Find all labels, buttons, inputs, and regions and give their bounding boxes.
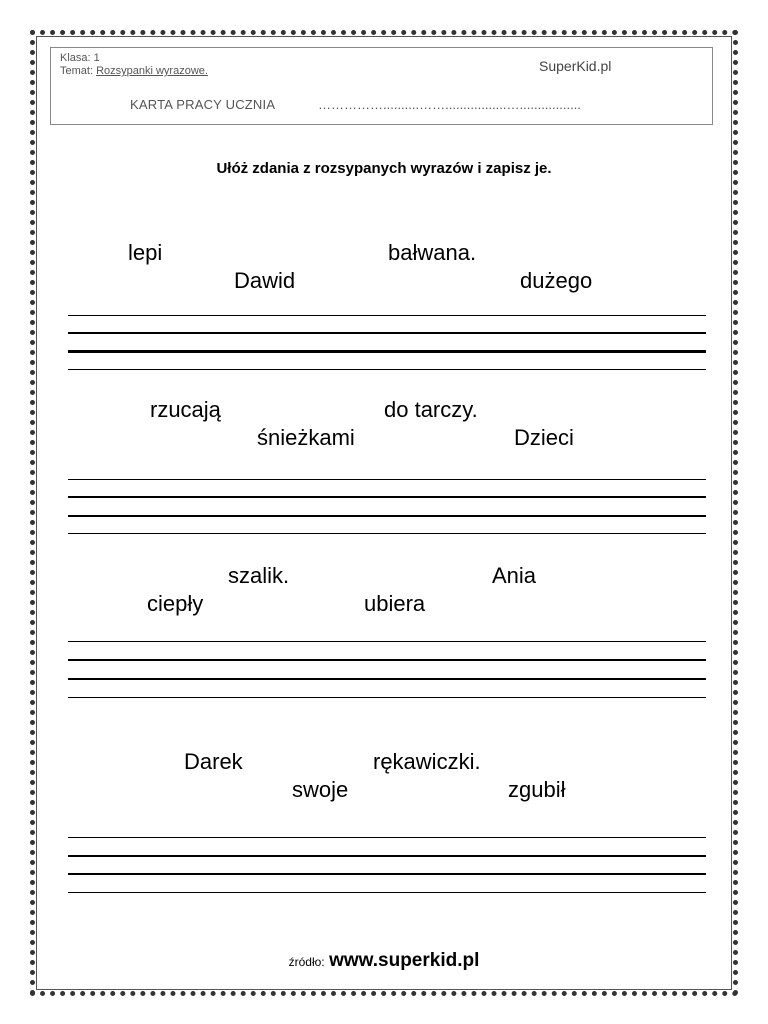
writing-line (68, 855, 706, 857)
writing-line (68, 678, 706, 680)
writing-line (68, 496, 706, 498)
exercise-1-word-3: Dawid (234, 268, 296, 293)
exercise-4-word-3: swoje (292, 777, 349, 802)
source-label: źródło: (288, 955, 325, 969)
class-label: Klasa: 1 (60, 52, 100, 64)
writing-line (68, 892, 706, 893)
writing-line (68, 350, 706, 353)
writing-line (68, 697, 706, 698)
exercise-1-word-2: bałwana. (388, 240, 477, 265)
writing-line (68, 515, 706, 517)
writing-line (68, 315, 706, 316)
source-url[interactable]: www.superkid.pl (329, 950, 480, 971)
brand-name: SuperKid.pl (539, 58, 612, 74)
topic-line (60, 65, 208, 77)
name-dotted-line: ……………..........…….................…................. (318, 97, 581, 112)
instruction: Ułóż zdania z rozsypanych wyrazów i zapisz je. (216, 160, 552, 177)
header-box (50, 47, 713, 125)
exercise-2-word-3: śnieżkami (257, 425, 355, 450)
exercise-4-word-2: rękawiczki. (373, 749, 481, 774)
worksheet-title: KARTA PRACY UCZNIA (130, 97, 276, 112)
exercise-4-word-4: zgubił (508, 777, 566, 802)
exercise-3-word-1: szalik. (228, 563, 290, 588)
writing-line (68, 659, 706, 661)
page-inner-border (36, 36, 732, 990)
exercise-2-word-1: rzucają (150, 397, 221, 422)
exercise-3-word-4: ubiera (364, 591, 426, 616)
exercise-2-word-4: Dzieci (514, 425, 574, 450)
exercise-3-word-3: ciepły (147, 591, 204, 616)
writing-line (68, 332, 706, 334)
topic-label: Temat: (60, 65, 94, 77)
writing-line (68, 873, 706, 875)
writing-line (68, 641, 706, 642)
topic-value: Rozsypanki wyrazowe. (96, 65, 208, 77)
exercise-2-word-2: do tarczy. (384, 397, 478, 422)
writing-line (68, 837, 706, 838)
writing-line (68, 533, 706, 534)
exercise-4-word-1: Darek (184, 749, 243, 774)
exercise-1-word-4: dużego (520, 268, 593, 293)
exercise-1-word-1: lepi (128, 240, 163, 265)
writing-line (68, 369, 706, 370)
footer-source (0, 950, 768, 972)
exercise-3-word-2: Ania (492, 563, 537, 588)
writing-line (68, 479, 706, 480)
